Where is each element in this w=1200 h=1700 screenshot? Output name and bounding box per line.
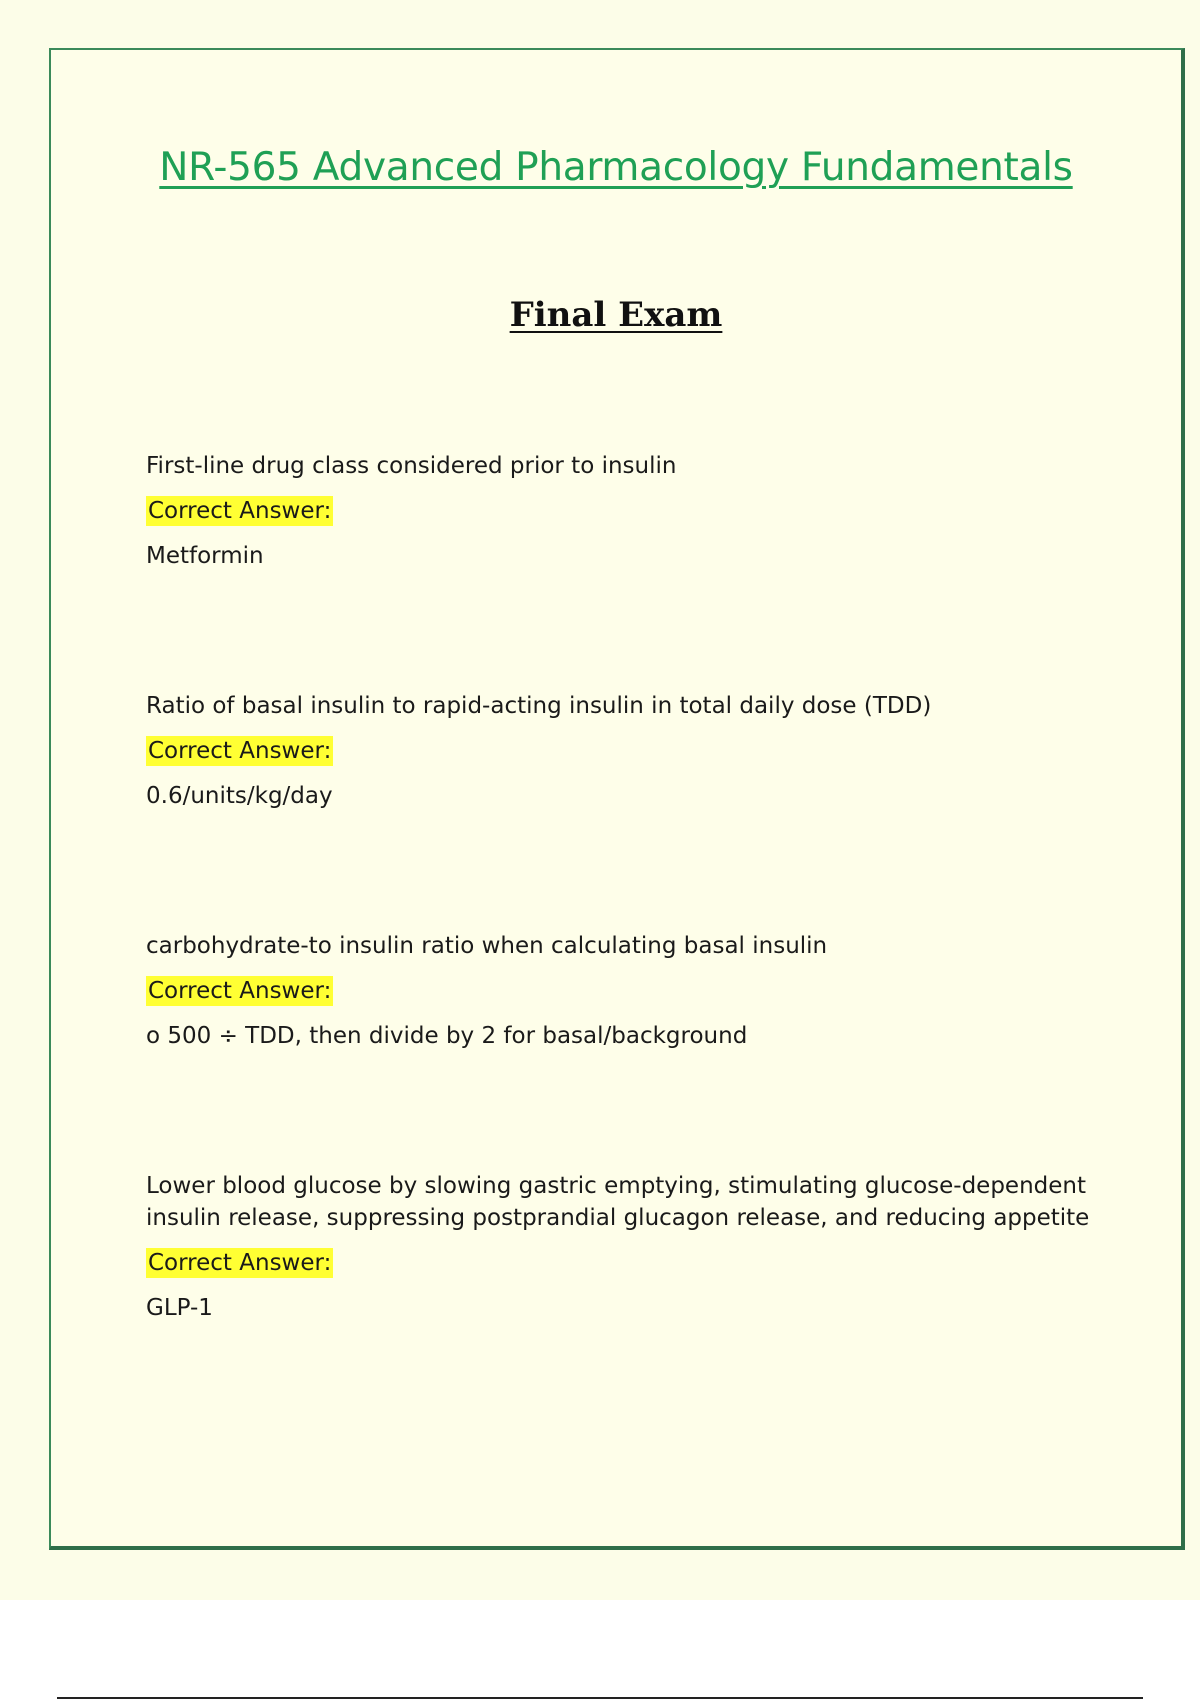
document-frame <box>49 48 1185 1550</box>
qa-item-3 <box>146 930 1106 1052</box>
answer-text: GLP-1 <box>146 1295 213 1321</box>
correct-answer-label: Correct Answer: <box>148 738 332 764</box>
answer-text: 0.6/units/kg/day <box>146 783 333 809</box>
correct-answer-label: Correct Answer: <box>148 1250 332 1276</box>
answer-text: o 500 ÷ TDD, then divide by 2 for basal/background <box>146 1023 748 1049</box>
answer-text: Metformin <box>146 543 264 569</box>
correct-answer-label: Correct Answer: <box>148 498 332 524</box>
question-text: First-line drug class considered prior to insulin <box>146 453 677 479</box>
document-subtitle: Final Exam <box>509 295 723 335</box>
correct-answer-label: Correct Answer: <box>148 978 332 1004</box>
question-text: carbohydrate-to insulin ratio when calculating basal insulin <box>146 933 828 959</box>
question-text: Lower blood glucose by slowing gastric emptying, stimulating glucose-dependent insulin release, suppressing postprandial glucagon release, and reducing appetite <box>146 1173 1090 1231</box>
bottom-divider <box>57 1697 1143 1699</box>
qa-item-4 <box>146 1170 1106 1324</box>
qa-item-2 <box>146 690 1106 812</box>
document-title: NR-565 Advanced Pharmacology Fundamentals <box>159 145 1073 190</box>
qa-item-1 <box>146 450 1106 572</box>
question-text: Ratio of basal insulin to rapid-acting insulin in total daily dose (TDD) <box>146 693 932 719</box>
